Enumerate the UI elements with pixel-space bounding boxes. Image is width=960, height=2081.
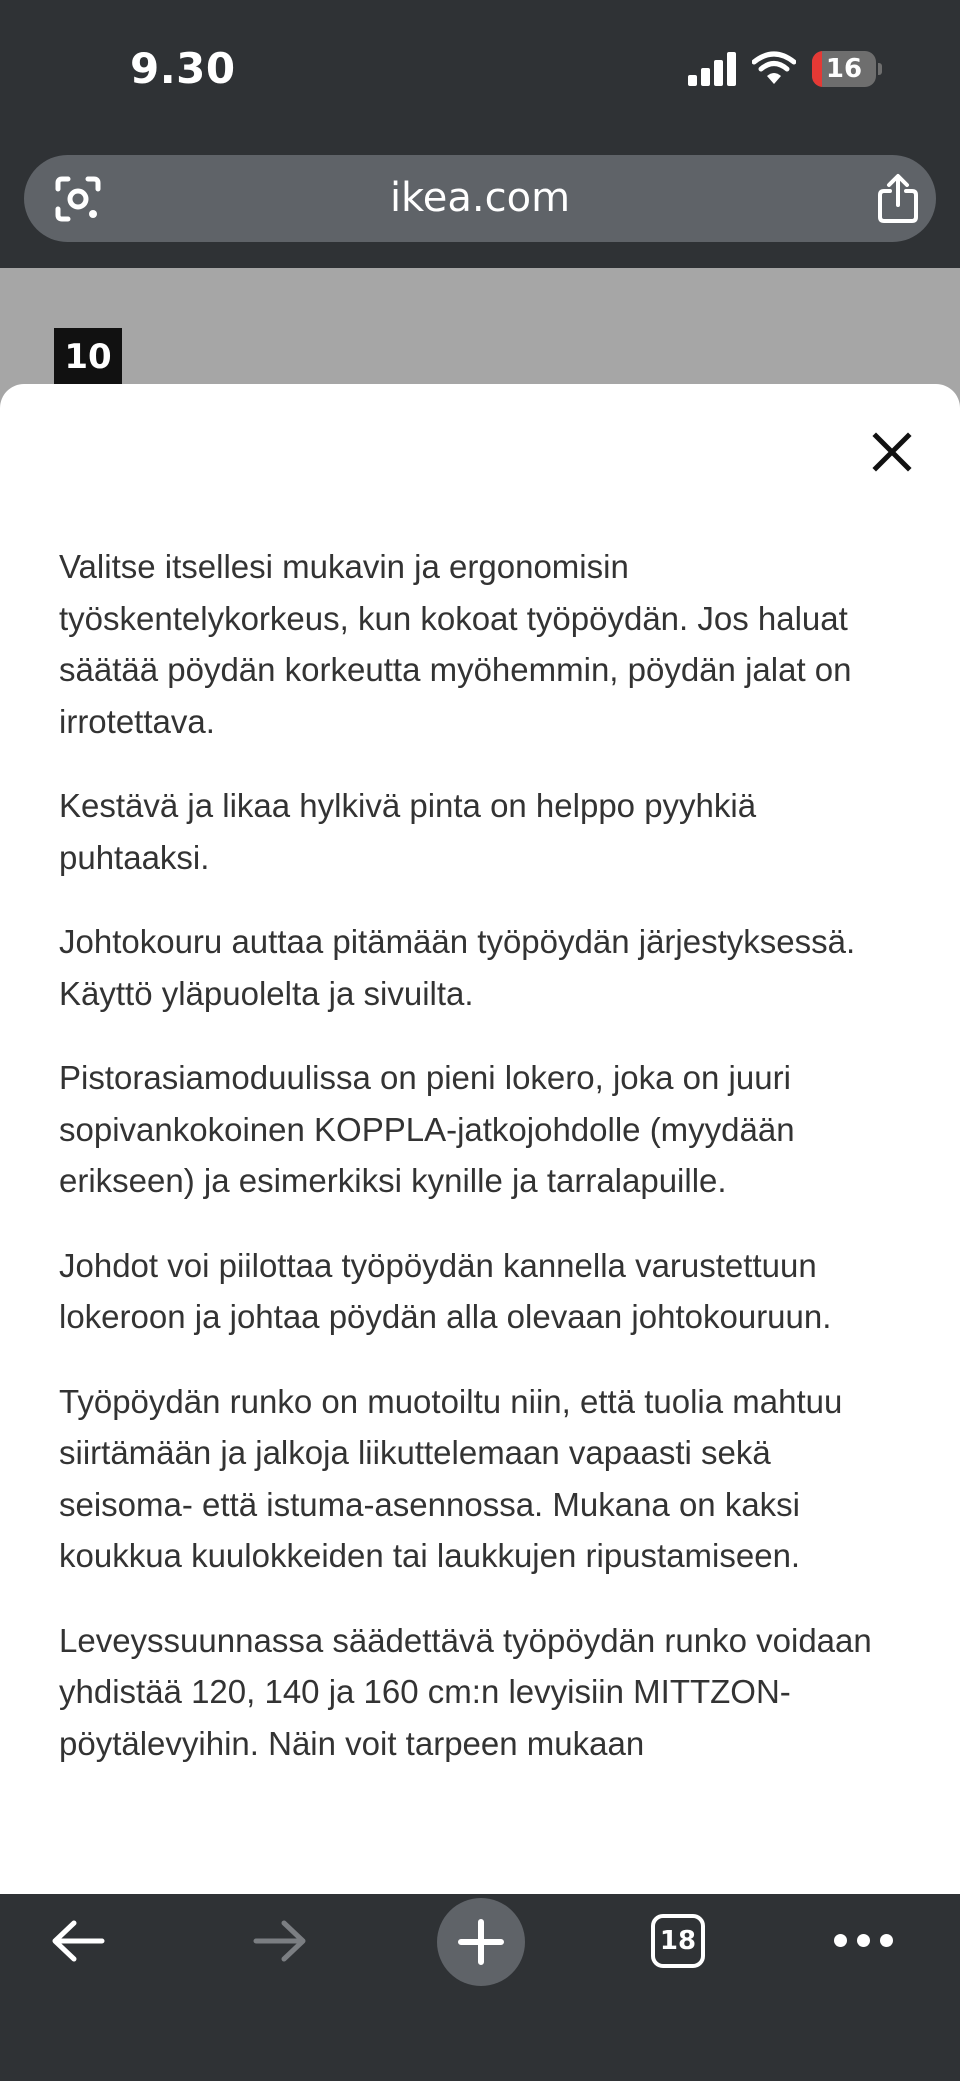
new-tab-button[interactable]	[437, 1898, 525, 1986]
more-icon[interactable]	[834, 1928, 894, 1954]
share-icon[interactable]	[876, 173, 920, 223]
tabs-button[interactable]: 18	[651, 1914, 705, 1968]
url-text[interactable]: ikea.com	[389, 175, 571, 221]
description-paragraph: Pistorasiamoduulissa on pieni lokero, joka on juuri sopivankokoinen KOPPLA-jatkojohdolle (myydään erikseen) ja esimerkiksi kynille ja tarralapuille.	[59, 1059, 795, 1199]
sheet-content	[59, 541, 909, 1802]
close-icon[interactable]	[864, 424, 920, 480]
description-paragraph: Johtokouru auttaa pitämään työpöydän järjestyksessä. Käyttö yläpuolelta ja sivuilta.	[59, 923, 856, 1012]
description-paragraph: Johdot voi piilottaa työpöydän kannella varustettuun lokeroon ja johtaa pöydän alla olevaan johtokouruun.	[59, 1246, 832, 1335]
description-paragraph: Valitse itsellesi mukavin ja ergonomisin työskentelykorkeus, kun kokoat työpöydän. Jos haluat säätää pöydän korkeutta myöhemmin, pöydän jalat on irrotettava.	[59, 548, 852, 740]
page-badge: 10	[54, 328, 122, 386]
wifi-icon	[752, 50, 796, 86]
signal-icon	[688, 52, 736, 86]
battery-icon	[812, 51, 876, 87]
status-bar	[0, 0, 960, 140]
address-bar[interactable]	[24, 155, 936, 242]
battery-level: 16	[825, 54, 863, 84]
description-paragraph: Työpöydän runko on muotoiltu niin, että tuolia mahtuu siirtämään ja jalkoja liikuttelemaan vapaasti sekä seisoma- että istuma-asennossa. Mukana on kaksi koukkua kuulokkeiden tai laukkujen ripustamiseen.	[59, 1382, 843, 1574]
plus-icon	[437, 1898, 525, 1986]
battery-tip	[878, 63, 882, 75]
status-time: 9.30	[130, 44, 236, 93]
product-details-sheet	[0, 384, 960, 1894]
description-paragraph: Kestävä ja likaa hylkivä pinta on helppo pyyhkiä puhtaaksi.	[59, 787, 757, 876]
back-icon[interactable]	[48, 1916, 108, 1966]
description-paragraph: Leveyssuunnassa säädettävä työpöydän runko voidaan yhdistää 120, 140 ja 160 cm:n levyisiin MITTZON-pöytälevyihin. Näin voit tarpeen mukaan	[59, 1621, 872, 1762]
forward-icon[interactable]	[250, 1916, 310, 1966]
browser-toolbar	[0, 1894, 960, 2081]
